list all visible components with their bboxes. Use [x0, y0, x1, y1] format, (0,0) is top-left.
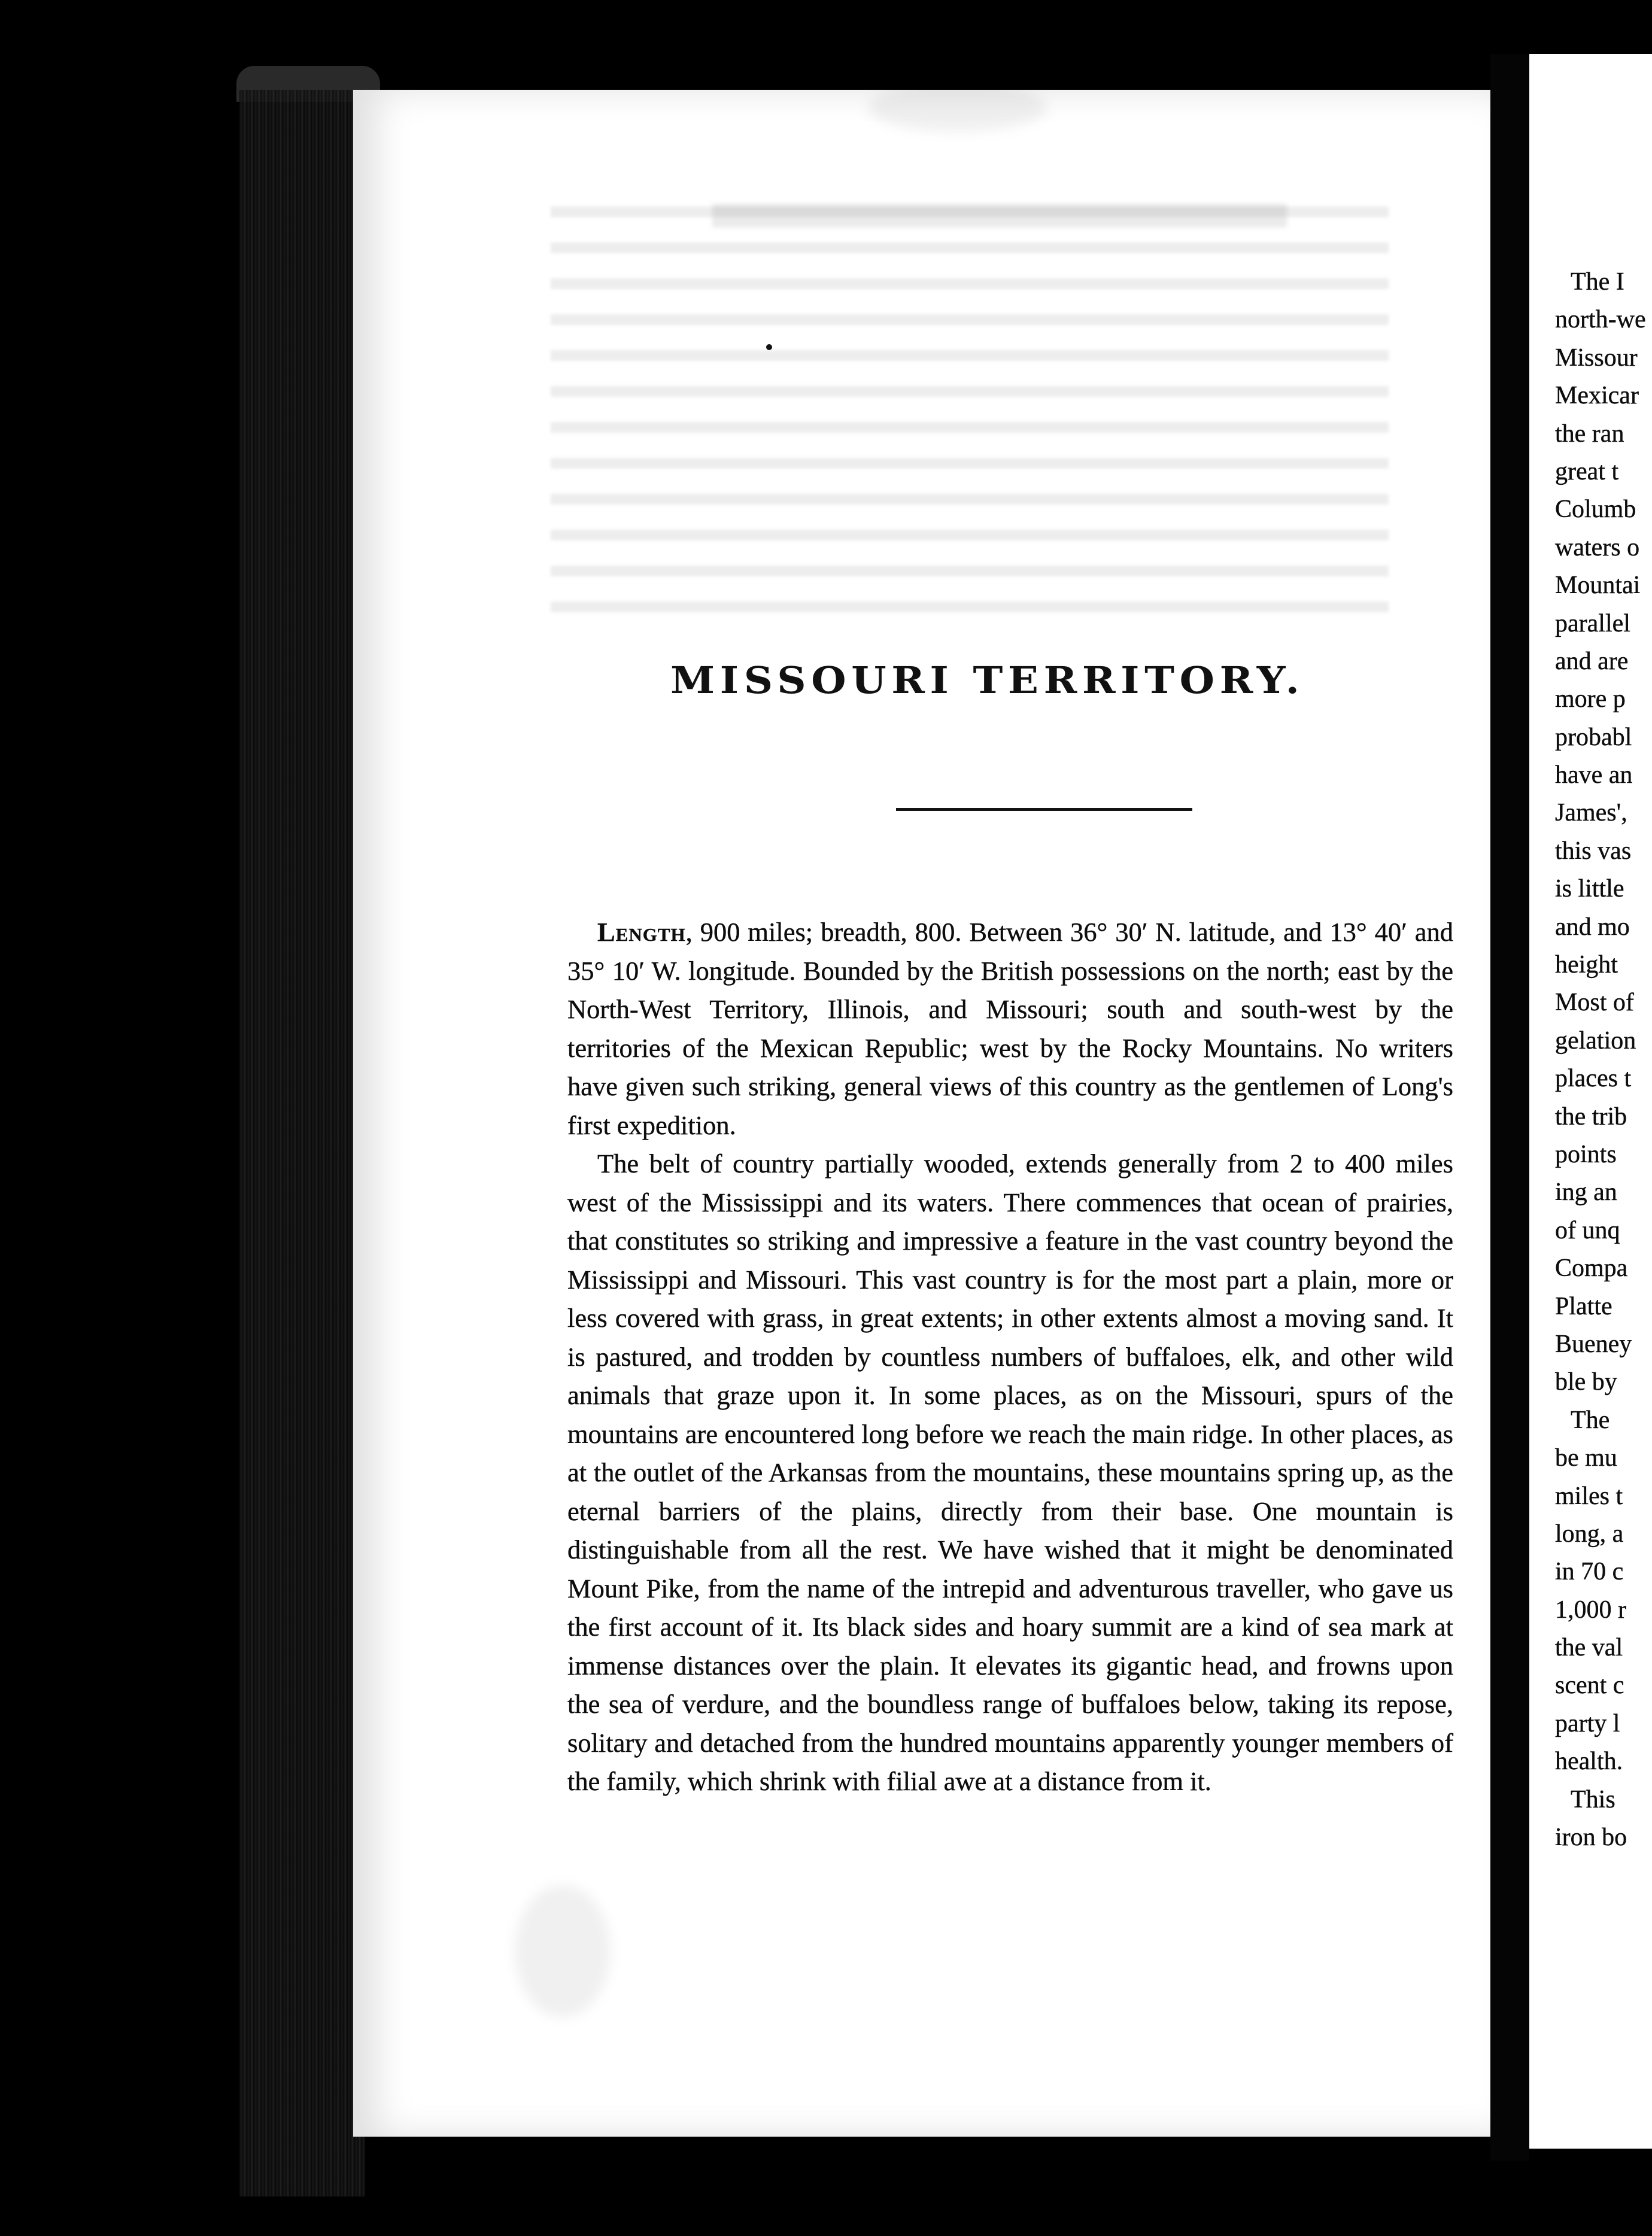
- facing-page-line: have an: [1555, 761, 1633, 789]
- facing-page-line: 1,000 r: [1555, 1596, 1626, 1624]
- facing-page-line: Bueney: [1555, 1330, 1632, 1358]
- lead-word: Length: [597, 917, 686, 947]
- facing-page-line: ing an: [1555, 1178, 1617, 1207]
- facing-page-line: be mu: [1555, 1444, 1617, 1472]
- facing-page-line: more p: [1555, 685, 1626, 713]
- facing-page-line: This: [1571, 1785, 1615, 1813]
- facing-page-line: the val: [1555, 1634, 1623, 1662]
- facing-page-line: points: [1555, 1140, 1617, 1168]
- facing-page-line: parallel: [1555, 609, 1630, 637]
- page-stain: [515, 1885, 611, 2017]
- bleed-through-text: [551, 198, 1389, 628]
- bleed-through-heading: [712, 203, 1287, 227]
- facing-page-line: The I: [1571, 268, 1624, 296]
- facing-page-line: Most of: [1555, 989, 1634, 1017]
- facing-page-line: long, a: [1555, 1520, 1624, 1548]
- paragraph-1-text: , 900 miles; breadth, 800. Between 36° 30′ N. latitude, and 13° 40′ and 35° 10′ W. longitude. Bounded by the British possessions on the north; east by the North-West Territory, Illinois, and Missouri; south and south-west by the territories of the Mexican Republic; west by the Rocky Mountains. No writers have given such striking, general views of this country as the gentlemen of Long's first expedition.: [567, 917, 1453, 1140]
- facing-page-line: and mo: [1555, 913, 1630, 941]
- facing-page-line: probabl: [1555, 723, 1632, 751]
- facing-page-line: this vas: [1555, 837, 1632, 865]
- facing-page-line: James',: [1555, 799, 1627, 827]
- paragraph-1: [567, 913, 1453, 1144]
- facing-page-line: waters o: [1555, 533, 1640, 561]
- facing-page-line: north-we: [1555, 306, 1646, 334]
- ink-dot: [766, 344, 772, 350]
- facing-page-line: and are: [1555, 647, 1629, 675]
- facing-page-line: Platte: [1555, 1292, 1612, 1320]
- page-stain: [868, 84, 1047, 132]
- paragraph-2: The belt of country partially wooded, extends generally from 2 to 400 miles west of the Mississippi and its waters. There commences that ocean of prairies, that constitutes so striking and impressive a feature in the vast country beyond the Mississippi and Missouri. This vast country is for the most part a plain, more or less covered with grass, in great extents; in other extents almost a moving sand. It is pastured, and trodden by countless numbers of buffaloes, elk, and other wild animals that graze upon it. In some places, as on the Missouri, spurs of the mountains are encountered long before we reach the main ridge. In other places, as at the outlet of the Arkansas from the mountains, these mountains spring up, as the eternal barriers of the plains, directly from their base. One mountain is distinguishable from all the rest. We have wished that it might be denominated Mount Pike, from the name of the intrepid and adventurous traveller, who gave us the first account of it. Its black sides and hoary summit are a kind of sea mark at immense distances over the plain. It elevates its gigantic head, and frowns upon the sea of verdure, and the boundless range of buffaloes below, taking its repose, solitary and detached from the hundred mountains apparently younger members of the family, which shrink with filial awe at a distance from it.: [567, 1149, 1453, 1796]
- facing-page-line: height: [1555, 951, 1618, 979]
- facing-page-line: in 70 c: [1555, 1558, 1624, 1586]
- facing-page-line: places t: [1555, 1065, 1632, 1093]
- facing-page-line: iron bo: [1555, 1824, 1627, 1852]
- facing-page-line: of unq: [1555, 1216, 1620, 1244]
- title-rule: [896, 808, 1192, 811]
- facing-page-line: Compa: [1555, 1254, 1628, 1283]
- facing-page-line: scent c: [1555, 1672, 1624, 1700]
- facing-page-line: Mexicar: [1555, 382, 1639, 410]
- facing-page-line: Missour: [1555, 344, 1638, 372]
- facing-page-line: party l: [1555, 1709, 1620, 1737]
- facing-page-line: is little: [1555, 875, 1624, 903]
- facing-page-line: the trib: [1555, 1102, 1627, 1131]
- page-title: MISSOURI TERRITORY.: [670, 658, 1305, 702]
- facing-page-line: the ran: [1555, 420, 1624, 448]
- facing-page-line: Mountai: [1555, 572, 1641, 600]
- facing-page-line: health.: [1555, 1748, 1623, 1776]
- facing-page-line: great t: [1555, 457, 1619, 485]
- page-gutter: [1490, 54, 1529, 2161]
- facing-page-line: gelation: [1555, 1026, 1636, 1055]
- facing-page-line: ble by: [1555, 1368, 1617, 1396]
- page-body: [567, 913, 1453, 1801]
- facing-page-line: Columb: [1555, 496, 1636, 524]
- book-page-edges: [239, 90, 365, 2196]
- facing-page-text: [1555, 263, 1652, 1857]
- facing-page-line: miles t: [1555, 1482, 1623, 1510]
- facing-page-line: The: [1571, 1406, 1610, 1434]
